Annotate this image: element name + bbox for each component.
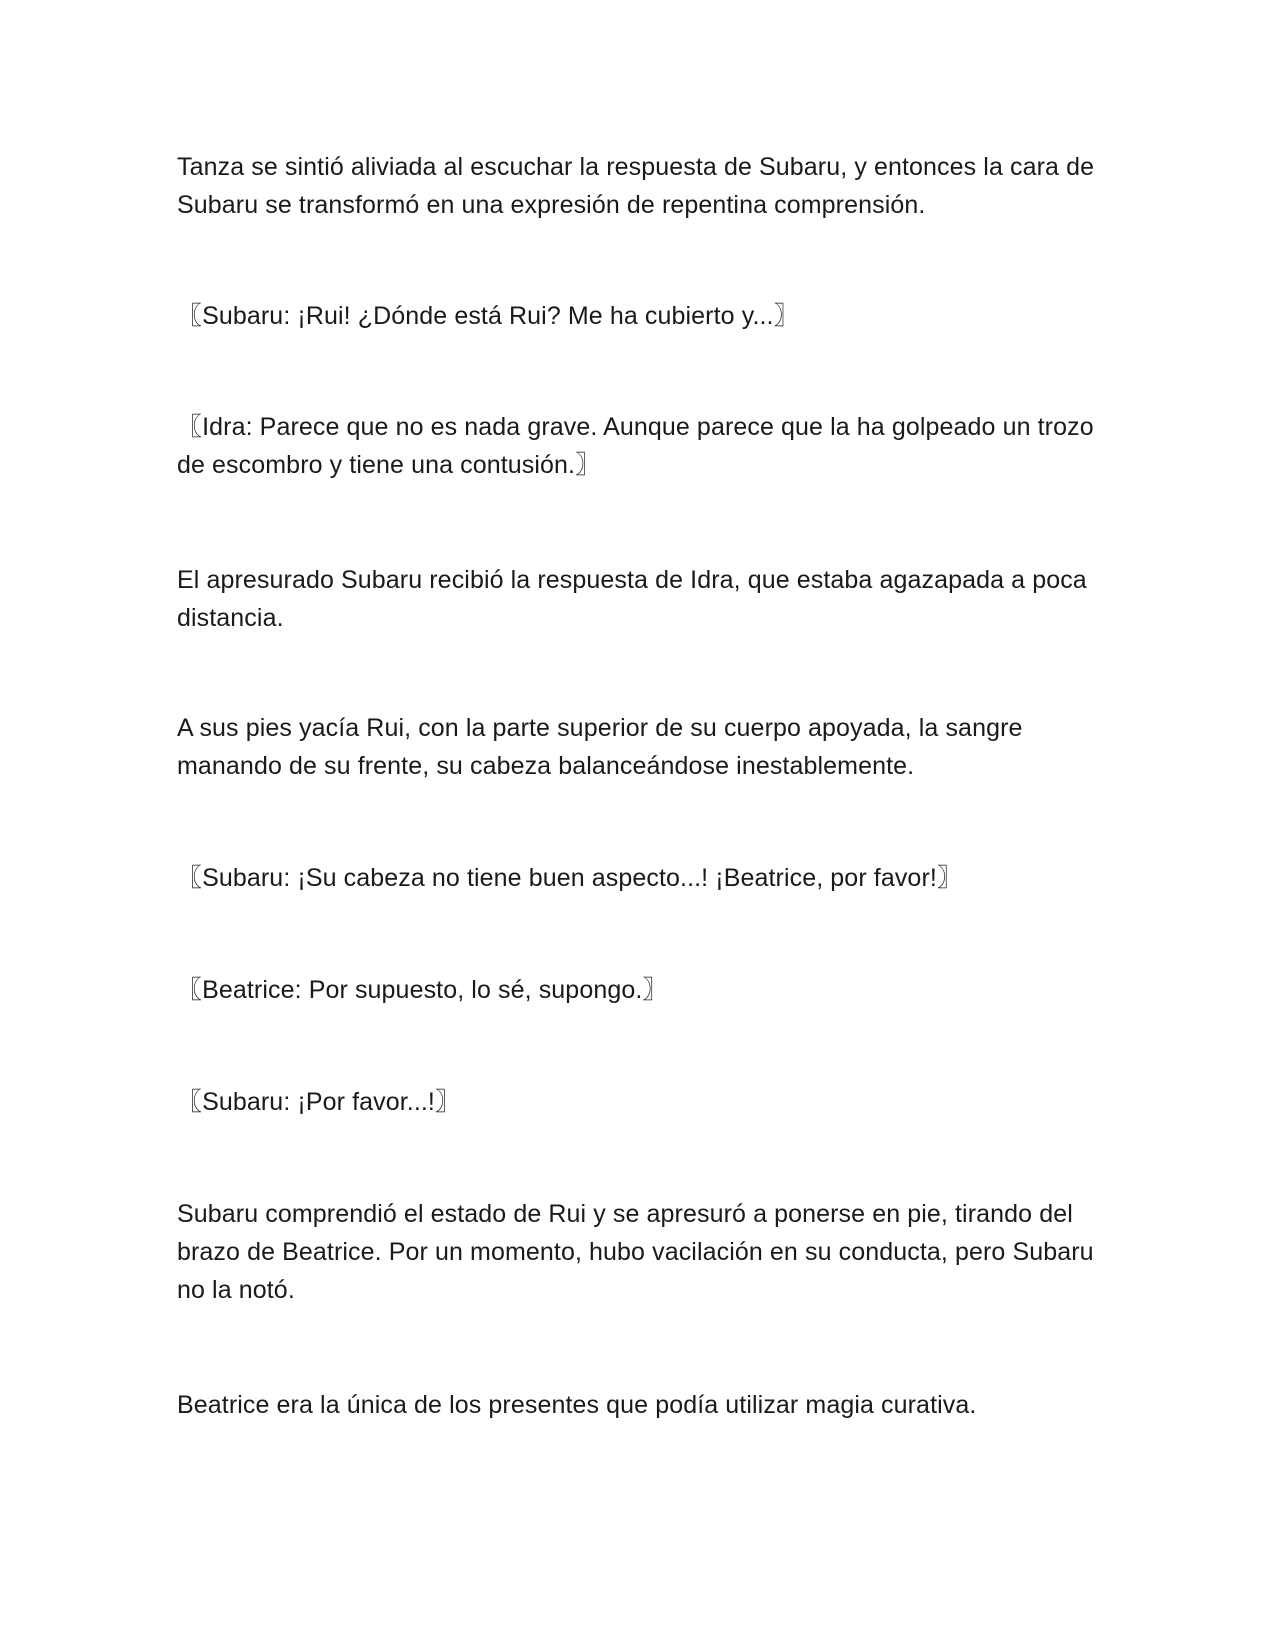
dialogue-line-subaru: 〖Subaru: ¡Rui! ¿Dónde está Rui? Me ha cubierto y...〗	[177, 302, 799, 330]
narration-paragraph: Tanza se sintió aliviada al escuchar la respuesta de Subaru, y entonces la cara de Subaru se transformó en una expresión de repentina comprensión.	[177, 153, 1095, 219]
dialogue-line-idra: 〖Idra: Parece que no es nada grave. Aunque parece que la ha golpeado un trozo de escombro y tiene una contusión.〗	[177, 413, 1094, 479]
narration-paragraph: Beatrice era la única de los presentes que podía utilizar magia curativa.	[177, 1391, 977, 1419]
narration-paragraph: A sus pies yacía Rui, con la parte superior de su cuerpo apoyada, la sangre manando de su frente, su cabeza balanceándose inestablemente.	[177, 714, 1023, 780]
dialogue-line-beatrice: 〖Beatrice: Por supuesto, lo sé, supongo.〗	[177, 976, 668, 1004]
narration-paragraph: El apresurado Subaru recibió la respuesta de Idra, que estaba agazapada a poca distancia.	[177, 566, 1087, 632]
dialogue-line-subaru: 〖Subaru: ¡Por favor...!〗	[177, 1088, 461, 1116]
narration-paragraph: Subaru comprendió el estado de Rui y se apresuró a ponerse en pie, tirando del brazo de Beatrice. Por un momento, hubo vacilación en su conducta, pero Subaru no la notó.	[177, 1200, 1094, 1304]
dialogue-line-subaru: 〖Subaru: ¡Su cabeza no tiene buen aspecto...! ¡Beatrice, por favor!〗	[177, 864, 963, 892]
